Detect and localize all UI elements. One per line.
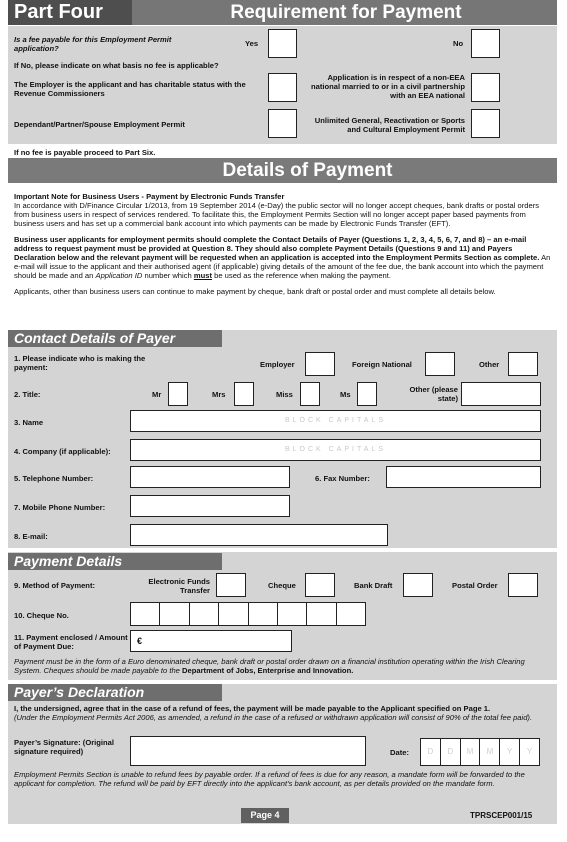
q5-label: 5. Telephone Number: bbox=[14, 474, 94, 483]
signature-label: Payer’s Signature: (Original signature required) bbox=[14, 738, 115, 756]
cheque-digit bbox=[131, 603, 160, 625]
date-day-1: D bbox=[421, 739, 441, 765]
dependant-permit-label: Dependant/Partner/Spouse Employment Permit bbox=[14, 120, 185, 129]
contact-title: Contact Details of Payer bbox=[8, 330, 222, 347]
no-label: No bbox=[453, 39, 464, 48]
declaration-italic: (Under the Employment Permits Act 2006, as amended, a refund in the case of a refused or withdrawn application will consist of 90% of the total fee paid). bbox=[14, 713, 533, 722]
date-input[interactable] bbox=[420, 738, 540, 766]
company-placeholder: BLOCK CAPITALS bbox=[284, 446, 386, 453]
other-title-label: Other (please state) bbox=[409, 385, 458, 403]
payment-note-b: Department of Jobs, Enterprise and Innovation. bbox=[182, 666, 354, 675]
payment-title: Payment Details bbox=[8, 553, 222, 570]
bank-draft-label: Bank Draft bbox=[354, 581, 393, 590]
q3-label: 3. Name bbox=[14, 418, 44, 427]
eft-checkbox[interactable] bbox=[216, 573, 246, 597]
payment-note-a: Payment must be in the form of a Euro denominated cheque, bank draft or postal order drawn on a financial institution operating within the Irish Clearing System. Cheques should be made payable to the bbox=[14, 657, 525, 675]
mobile-input[interactable] bbox=[130, 495, 290, 517]
mrs-checkbox[interactable] bbox=[234, 382, 254, 406]
mr-label: Mr bbox=[152, 390, 162, 399]
employer-label: Employer bbox=[260, 360, 295, 369]
note-application-id: Application ID bbox=[95, 271, 143, 280]
q11-label: 11. Payment enclosed / Amount of Payment Due: bbox=[14, 633, 128, 651]
non-eea-spouse-checkbox[interactable] bbox=[471, 73, 500, 102]
ms-label: Ms bbox=[340, 390, 351, 399]
cheque-digit bbox=[337, 603, 365, 625]
date-month-1: M bbox=[461, 739, 481, 765]
cheque-number-input[interactable] bbox=[130, 602, 366, 626]
note-paragraph-2-c: be used as the reference when making the payment. bbox=[212, 271, 391, 280]
cheque-checkbox[interactable] bbox=[305, 573, 335, 597]
date-month-2: M bbox=[480, 739, 500, 765]
company-input[interactable] bbox=[130, 439, 541, 461]
postal-order-checkbox[interactable] bbox=[508, 573, 538, 597]
note-paragraph-3: Applicants, other than business users can continue to make payment by cheque, bank draft or postal order and must complete all details below. bbox=[14, 287, 496, 296]
page-number: Page 4 bbox=[241, 808, 289, 823]
date-label: Date: bbox=[390, 748, 409, 757]
date-day-2: D bbox=[441, 739, 461, 765]
mrs-label: Mrs bbox=[212, 390, 226, 399]
postal-order-label: Postal Order bbox=[452, 581, 498, 590]
euro-symbol: € bbox=[137, 636, 143, 646]
cheque-digit bbox=[249, 603, 278, 625]
foreign-national-label: Foreign National bbox=[352, 360, 412, 369]
q7-label: 7. Mobile Phone Number: bbox=[14, 503, 106, 512]
miss-label: Miss bbox=[276, 390, 293, 399]
ms-checkbox[interactable] bbox=[357, 382, 377, 406]
name-input[interactable] bbox=[130, 410, 541, 432]
part-four-title: Requirement for Payment bbox=[230, 2, 462, 23]
cheque-digit bbox=[278, 603, 307, 625]
miss-checkbox[interactable] bbox=[300, 382, 320, 406]
other-payer-label: Other bbox=[479, 360, 500, 369]
q10-label: 10. Cheque No. bbox=[14, 611, 69, 620]
fee-question: Is a fee payable for this Employment Permit application? bbox=[14, 35, 172, 53]
no-basis-prompt: If No, please indicate on what basis no fee is applicable? bbox=[14, 61, 219, 70]
dependant-permit-checkbox[interactable] bbox=[268, 109, 297, 138]
declaration-bold: I, the undersigned, agree that in the case of a refund of fees, the payment will be made payable to the Applicant specified on Page 1. bbox=[14, 704, 491, 713]
unlimited-general-checkbox[interactable] bbox=[471, 109, 500, 138]
cheque-label: Cheque bbox=[268, 581, 296, 590]
q4-label: 4. Company (if applicable): bbox=[14, 447, 111, 456]
unlimited-general-label: Unlimited General, Reactivation or Sports and Cultural Employment Permit bbox=[314, 116, 465, 134]
date-year-2: Y bbox=[526, 747, 533, 756]
note-paragraph-2-bold: Business user applicants for employment permits should complete the Contact Details of Payer (Questions 1, 2, 3, 4, 5, 6, 7, and 8) – an e-mail address to request payment must be provided at Question 8. They should also complete Payment Details (Questions 9 and 11) and Payers Declaration below and the relevant payment will be requested when an application is accepted into the Employment Permits Section as complete. bbox=[14, 235, 540, 262]
form-code: TPRSCEP001/15 bbox=[470, 811, 533, 820]
cheque-digit bbox=[219, 603, 248, 625]
note-paragraph-2 bbox=[14, 235, 554, 280]
eft-label: Electronic Funds Transfer bbox=[148, 577, 210, 595]
bank-draft-checkbox[interactable] bbox=[403, 573, 433, 597]
no-checkbox[interactable] bbox=[471, 29, 500, 58]
date-year-1: Y bbox=[500, 739, 520, 765]
declaration-title: Payer’s Declaration bbox=[8, 684, 222, 701]
non-eea-spouse-label: Application is in respect of a non-EEA national married to or in a civil partnership with an EEA national bbox=[310, 73, 465, 100]
fax-input[interactable] bbox=[386, 466, 541, 488]
cheque-digit bbox=[160, 603, 189, 625]
signature-input[interactable] bbox=[130, 736, 366, 766]
q9-label: 9. Method of Payment: bbox=[14, 581, 96, 590]
foreign-national-checkbox[interactable] bbox=[425, 352, 455, 376]
yes-checkbox[interactable] bbox=[268, 29, 297, 58]
charitable-status-checkbox[interactable] bbox=[268, 73, 297, 102]
amount-input[interactable] bbox=[130, 630, 292, 652]
details-header: Details of Payment bbox=[8, 158, 557, 183]
q6-label: 6. Fax Number: bbox=[315, 474, 370, 483]
note-heading: Important Note for Business Users - Payment by Electronic Funds Transfer bbox=[14, 192, 285, 201]
name-placeholder: BLOCK CAPITALS bbox=[284, 417, 386, 424]
note-paragraph-2-a: An e-mail will issue to the applicant and their authorised agent (if applicable) giving details of the amount of the fee due, the bank account into which the payment should be made and an bbox=[14, 253, 551, 280]
q8-label: 8. E-mail: bbox=[14, 532, 48, 541]
mr-checkbox[interactable] bbox=[168, 382, 188, 406]
note-paragraph-1: In accordance with D/Finance Circular 1/2013, from 19 September 2014 (e-Day) the public sector will no longer accept cheques, bank drafts or postal orders from business users in respect of services rendered. To facilitate this, the Employment Permits Section will no longer accept paper based payments from business users and has set up a commercial bank account into which payments can be made by Electronic Funds Transfer (EFT). bbox=[14, 201, 540, 228]
other-title-input[interactable] bbox=[461, 382, 541, 406]
charitable-status-label: The Employer is the applicant and has charitable status with the Revenue Commissioners bbox=[14, 80, 246, 98]
other-payer-checkbox[interactable] bbox=[508, 352, 538, 376]
part-label: Part Four bbox=[8, 0, 132, 25]
cheque-digit bbox=[307, 603, 336, 625]
q1-label: 1. Please indicate who is making the payment: bbox=[14, 354, 146, 372]
telephone-input[interactable] bbox=[130, 466, 290, 488]
declaration-text bbox=[14, 704, 554, 722]
no-fee-note: If no fee is payable proceed to Part Six. bbox=[14, 148, 156, 157]
email-input[interactable] bbox=[130, 524, 388, 546]
note-must: must bbox=[193, 271, 213, 280]
details-note bbox=[14, 192, 554, 296]
q2-label: 2. Title: bbox=[14, 390, 41, 399]
note-paragraph-2-b: number which bbox=[142, 271, 194, 280]
payment-note bbox=[14, 657, 554, 675]
cheque-digit bbox=[190, 603, 219, 625]
employer-checkbox[interactable] bbox=[305, 352, 335, 376]
yes-label: Yes bbox=[245, 39, 259, 48]
refund-note: Employment Permits Section is unable to refund fees by payable order. If a refund of fees is due for any reason, a mandate form will be forwarded to the applicant for completion. The refund will be paid by EFT directly into the applicant’s bank account, as per details provided on the mandate form. bbox=[14, 770, 525, 788]
